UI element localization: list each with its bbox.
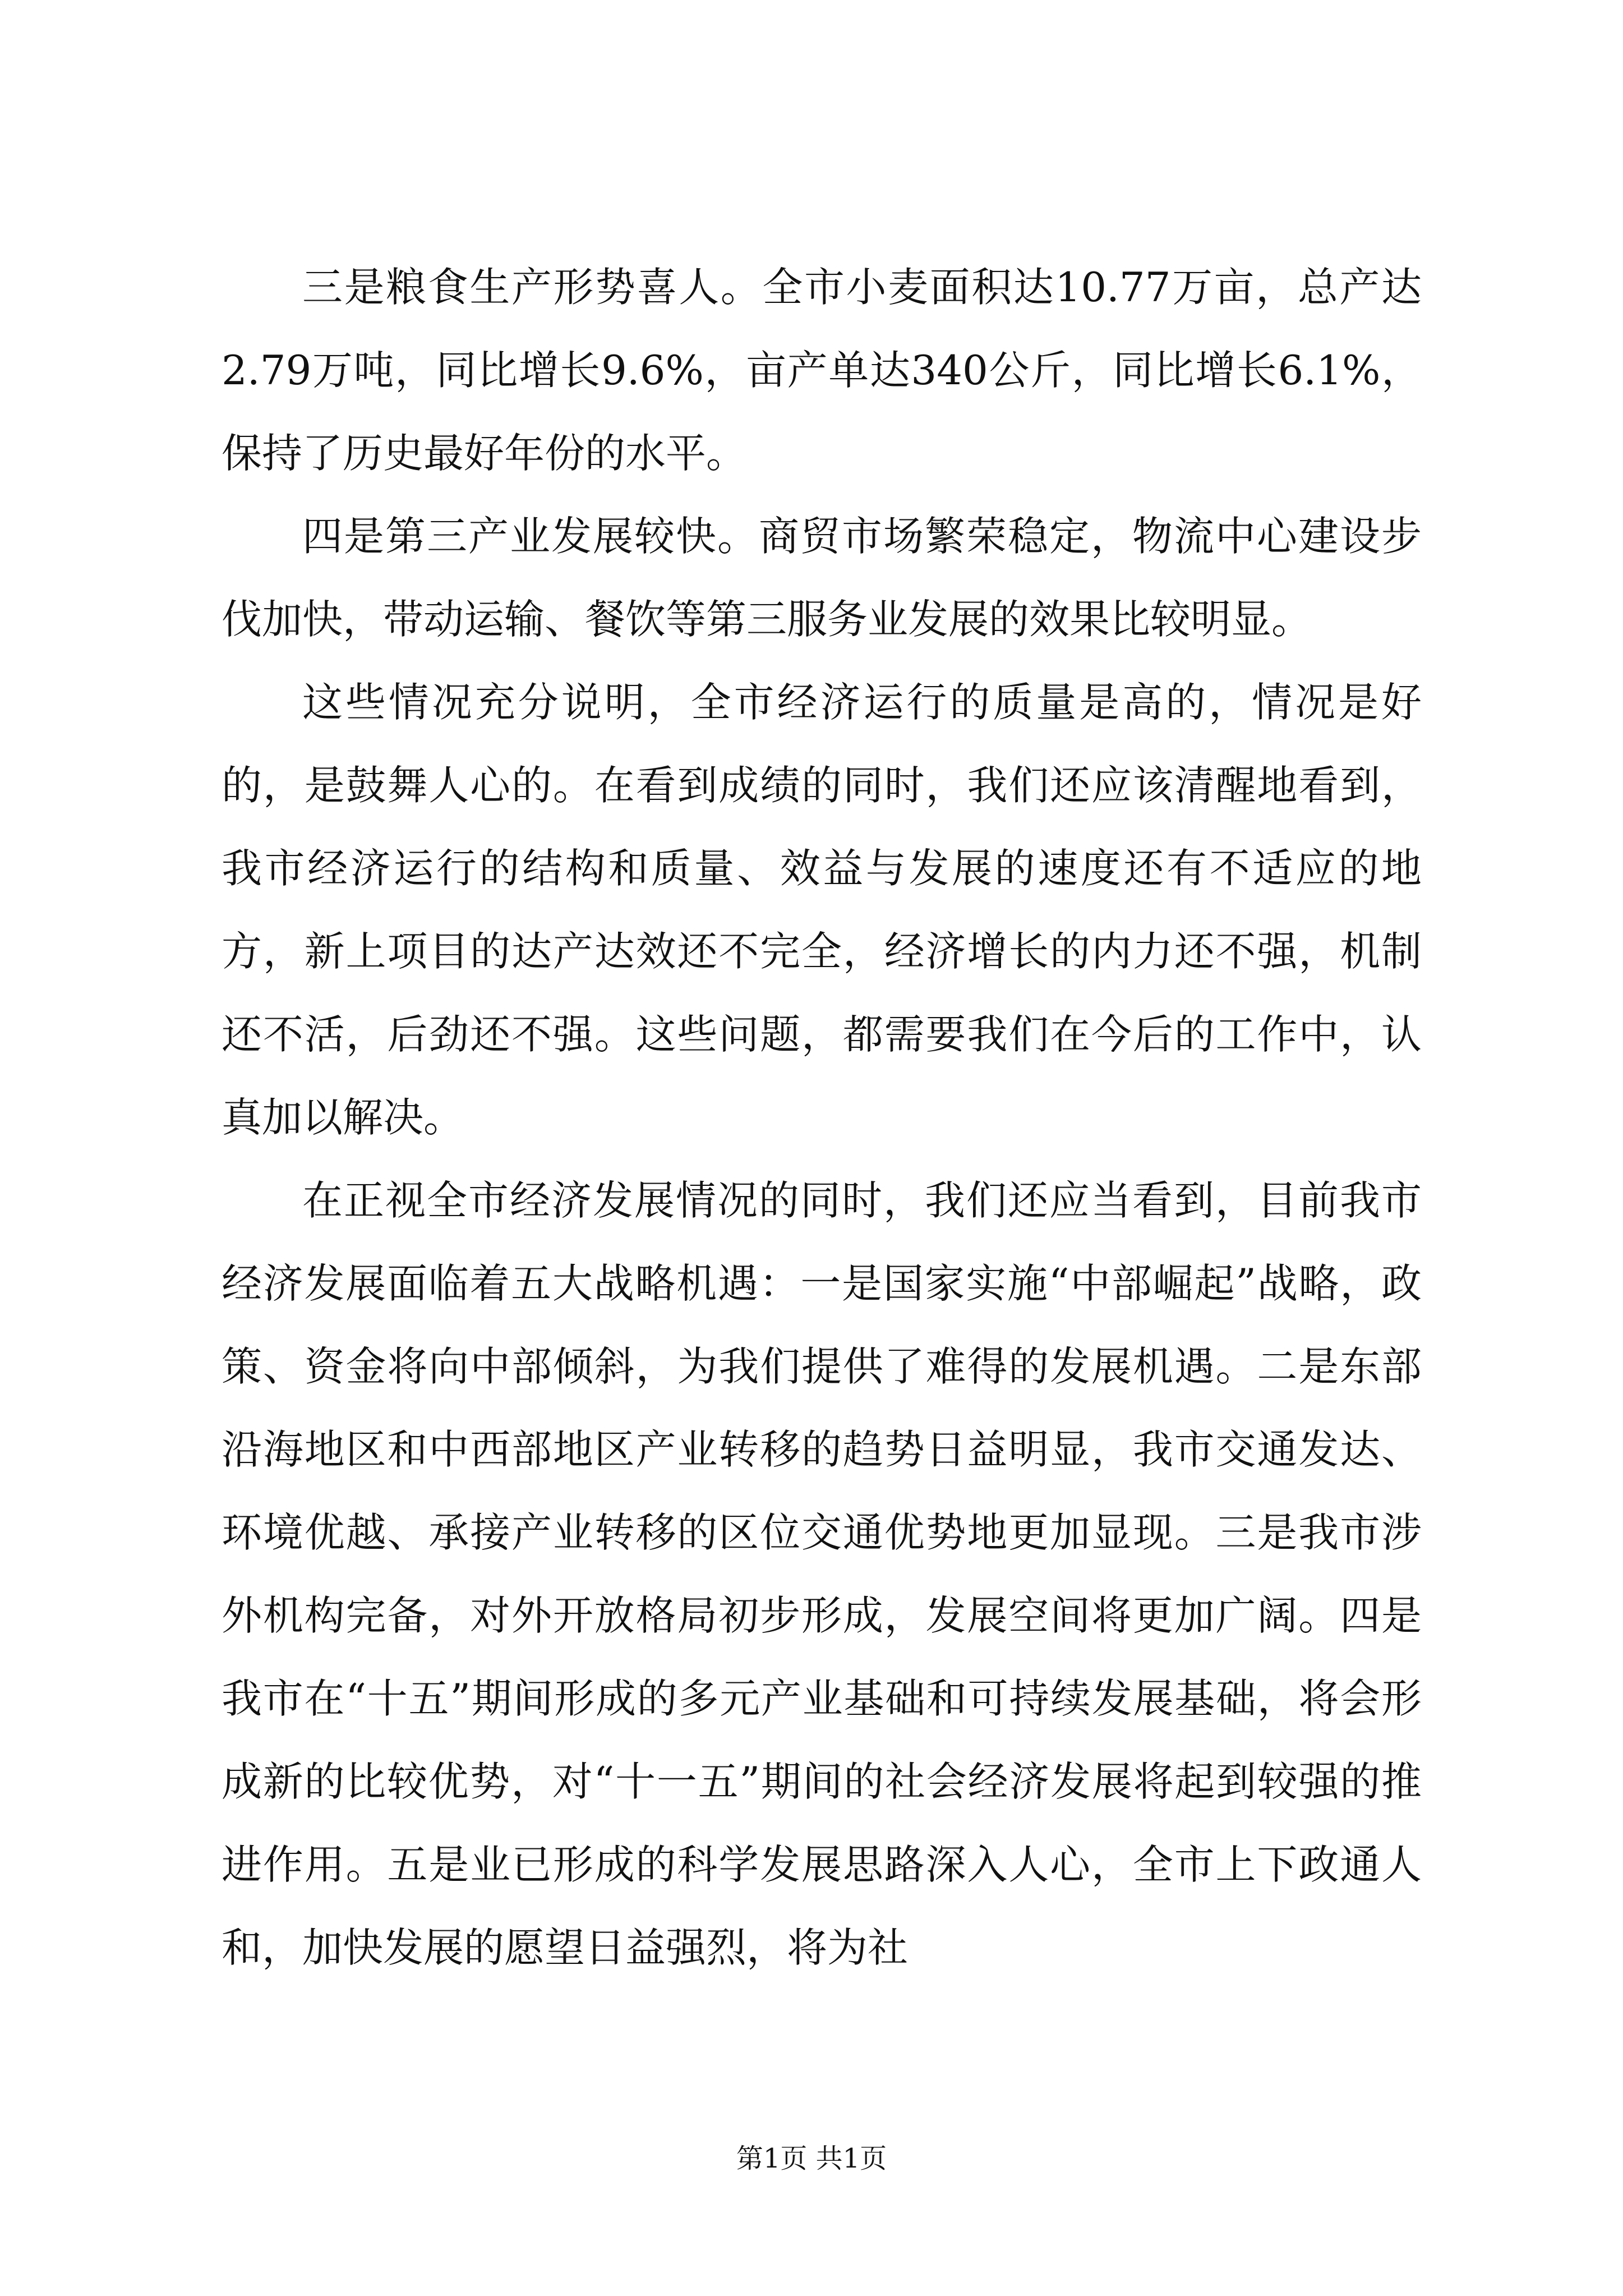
document-body (222, 246, 1422, 1989)
paragraph-economic-assessment: 这些情况充分说明，全市经济运行的质量是高的，情况是好的，是鼓舞人心的。在看到成绩的同时，我们还应该清醒地看到，我市经济运行的结构和质量、效益与发展的速度还有不适应的地方，新上项目的达产达效还不完全，经济增长的内力还不强，机制还不活，后劲还不强。这些问题，都需要我们在今后的工作中，认真加以解决。 (222, 679, 1422, 1141)
paragraph-grain-production: 三是粮食生产形势喜人。全市小麦面积达10.77万亩，总产达2.79万吨，同比增长9.6%，亩产单达340公斤，同比增长6.1%，保持了历史最好年份的水平。 (222, 264, 1422, 477)
page-footer: 第1页 共1页 (736, 2143, 887, 2174)
paragraph-tertiary-industry: 四是第三产业发展较快。商贸市场繁荣稳定，物流中心建设步伐加快，带动运输、餐饮等第三服务业发展的效果比较明显。 (222, 513, 1422, 643)
paragraph-strategic-opportunities: 在正视全市经济发展情况的同时，我们还应当看到，目前我市经济发展面临着五大战略机遇：一是国家实施“中部崛起”战略，政策、资金将向中部倾斜，为我们提供了难得的发展机遇。二是东部沿海地区和中西部地区产业转移的趋势日益明显，我市交通发达、环境优越、承接产业转移的区位交通优势地更加显现。三是我市涉外机构完备，对外开放格局初步形成，发展空间将更加广阔。四是我市在“十五”期间形成的多元产业基础和可持续发展基础，将会形成新的比较优势，对“十一五”期间的社会经济发展将起到较强的推进作用。五是业已形成的科学发展思路深入人心，全市上下政通人和，加快发展的愿望日益强烈，将为社 (222, 1177, 1422, 1971)
